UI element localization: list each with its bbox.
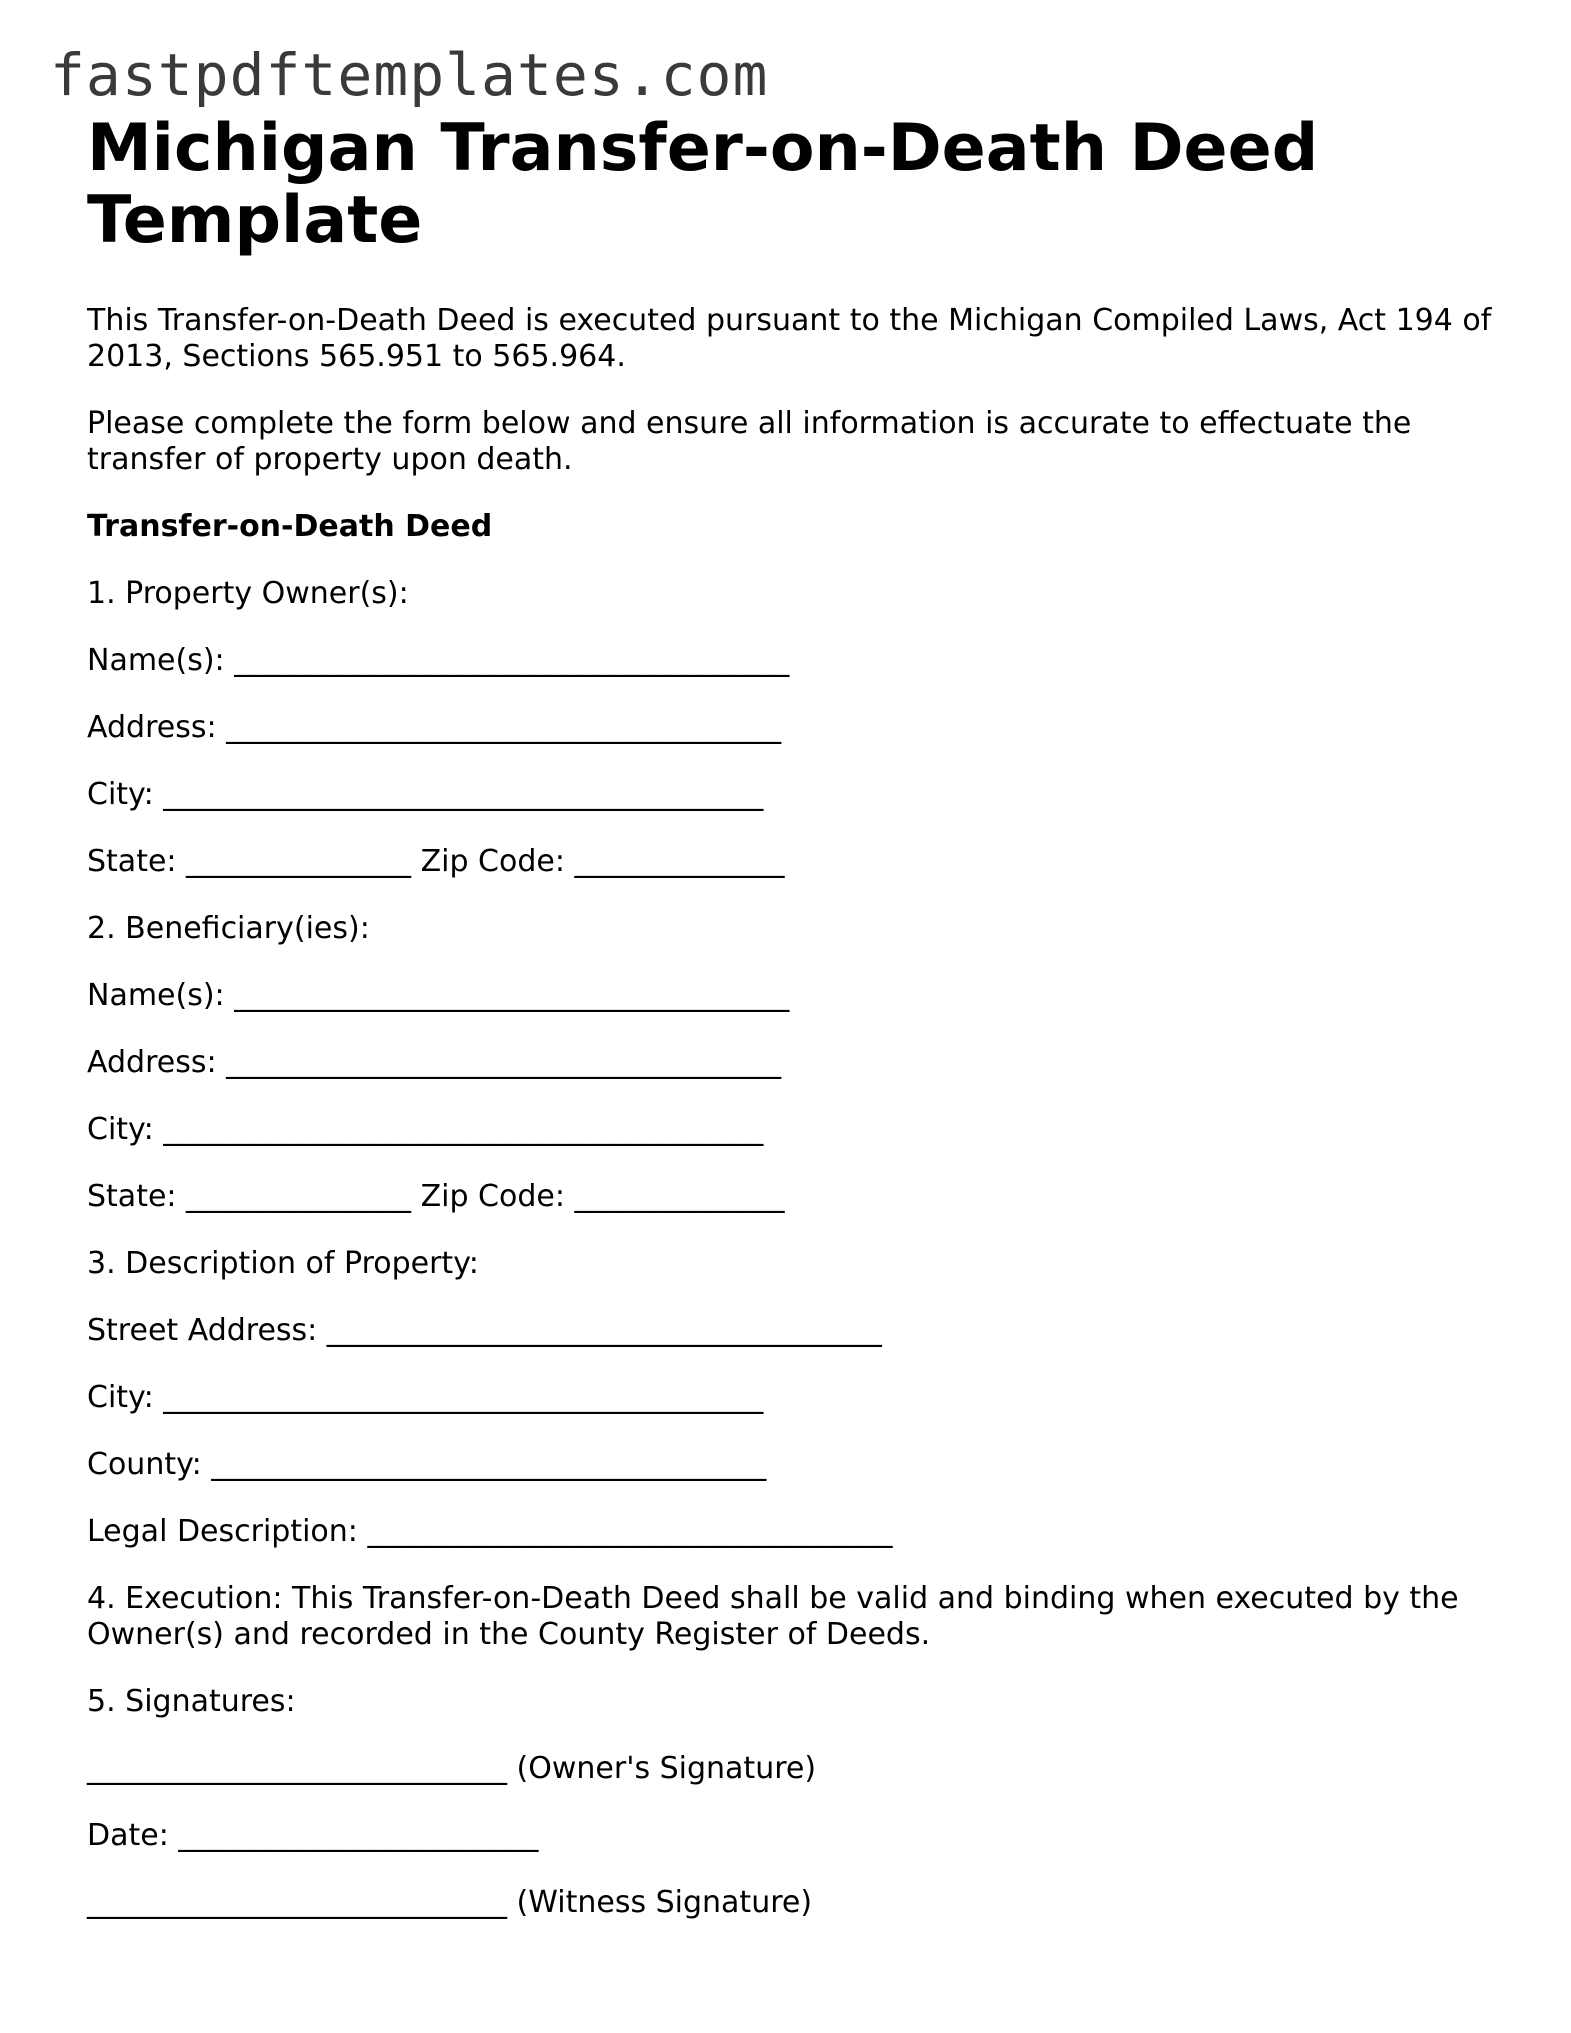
beneficiaries-heading: 2. Beneficiary(ies): [87, 911, 370, 946]
signatures-heading: 5. Signatures: [87, 1684, 296, 1719]
owner-signature-field[interactable]: ____________________________ (Owner's Signature) [87, 1751, 817, 1786]
site-watermark: fastpdftemplates.com [50, 41, 769, 109]
beneficiary-name-field[interactable]: Name(s): _____________________________________ [87, 978, 790, 1013]
property-street-field[interactable]: Street Address: _____________________________________ [87, 1313, 882, 1348]
property-county-field[interactable]: County: _____________________________________ [87, 1447, 767, 1482]
property-legal-description-field[interactable]: Legal Description: ___________________________________ [87, 1514, 893, 1549]
owner-state-zip-field[interactable]: State: _______________ Zip Code: ______________ [87, 844, 785, 879]
owners-heading: 1. Property Owner(s): [87, 576, 409, 611]
section-title: Transfer-on-Death Deed [87, 509, 493, 544]
intro-statute: This Transfer-on-Death Deed is executed pursuant to the Michigan Compiled Laws, Act 194 of 2013, Sections 565.951 to 565.964. [87, 303, 1492, 374]
beneficiary-state-zip-field[interactable]: State: _______________ Zip Code: ______________ [87, 1179, 785, 1214]
beneficiary-address-field[interactable]: Address: _____________________________________ [87, 1045, 782, 1080]
execution-clause: 4. Execution: This Transfer-on-Death Deed shall be valid and binding when executed by the Owner(s) and recorded in the County Register of Deeds. [87, 1581, 1459, 1652]
beneficiary-city-field[interactable]: City: ________________________________________ [87, 1112, 764, 1147]
owner-address-field[interactable]: Address: _____________________________________ [87, 710, 782, 745]
document-title: Michigan Transfer-on-Death Deed Template [87, 111, 1319, 258]
signature-date-field[interactable]: Date: ________________________ [87, 1818, 539, 1853]
document-body [87, 113, 1507, 1952]
witness-signature-field[interactable]: ____________________________ (Witness Signature) [87, 1885, 813, 1920]
intro-instructions: Please complete the form below and ensure all information is accurate to effectuate the transfer of property upon death. [87, 406, 1412, 477]
property-heading: 3. Description of Property: [87, 1246, 479, 1281]
owner-city-field[interactable]: City: ________________________________________ [87, 777, 764, 812]
property-city-field[interactable]: City: ________________________________________ [87, 1380, 764, 1415]
owner-name-field[interactable]: Name(s): _____________________________________ [87, 643, 790, 678]
